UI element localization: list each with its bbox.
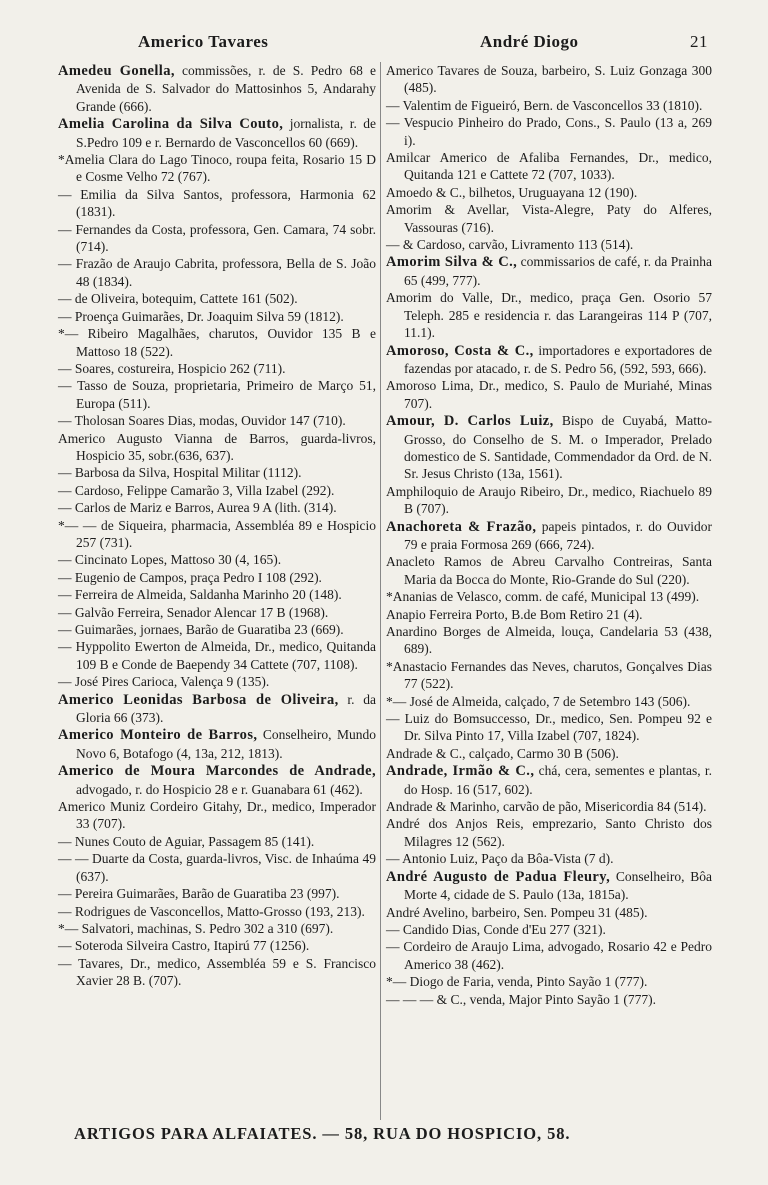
entry-text: André Avelino, barbeiro, Sen. Pompeu 31 (485). — [386, 904, 648, 920]
entry-text: Amoedo & C., bilhetos, Uruguayana 12 (190). — [386, 184, 638, 200]
directory-entry — [58, 726, 376, 762]
directory-entry — [386, 289, 712, 341]
entry-text: Andrade & C., calçado, Carmo 30 B (506). — [386, 745, 619, 761]
directory-entry — [58, 920, 376, 937]
entry-name: Americo Monteiro de Barros, — [58, 727, 258, 744]
entry-text: Amorim do Valle, Dr., medico, praça Gen. Osorio 57 Teleph. 285 e residencia r. das Larangeiras 114 P (707, 11.1). — [386, 290, 712, 341]
directory-entry — [386, 658, 712, 693]
entry-text: — Vespucio Pinheiro do Prado, Cons., S. Paulo (13 a, 269 i). — [386, 115, 712, 148]
entry-text: Anacleto Ramos de Abreu Carvalho Contreiras, Santa Maria da Bocca do Monte, Rio-Grande do Sul (220). — [386, 554, 712, 587]
entry-text: — Tavares, Dr., medico, Assembléa 59 e S. Francisco Xavier 28 B. (707). — [58, 955, 376, 989]
entry-text: Americo Muniz Cordeiro Gitahy, Dr., medico, Imperador 33 (707). — [58, 799, 376, 832]
directory-entry — [58, 308, 376, 325]
entry-text: — Ferreira de Almeida, Saldanha Marinho 20 (148). — [58, 587, 342, 603]
entry-text: — Valentim de Figueiró, Bern. de Vasconcellos 33 (1810). — [386, 97, 703, 113]
directory-entry — [386, 815, 712, 850]
directory-entry — [58, 798, 376, 833]
entry-text: Amoroso Lima, Dr., medico, S. Paulo de Muriahé, Minas 707). — [386, 378, 712, 411]
directory-entry — [386, 97, 712, 114]
entry-text: — Candido Dias, Conde d'Eu 277 (321). — [386, 921, 606, 937]
entry-text: — Eugenio de Campos, praça Pedro I 108 (292). — [58, 569, 322, 585]
directory-entry — [58, 850, 376, 885]
advertisement-footer: ARTIGOS PARA ALFAIATES. — 58, RUA DO HOSPICIO, 58. — [74, 1124, 571, 1143]
running-head-left: Americo Tavares — [138, 32, 269, 51]
directory-entry — [58, 885, 376, 902]
directory-entry — [58, 464, 376, 481]
directory-entry — [386, 184, 712, 201]
entry-text: — Barbosa da Silva, Hospital Militar (1112). — [58, 465, 302, 481]
directory-entry — [58, 62, 376, 115]
entry-name: Americo Leonidas Barbosa de Oliveira, — [58, 691, 339, 708]
directory-entry — [58, 903, 376, 920]
left-column — [58, 62, 376, 990]
directory-entry — [58, 430, 376, 465]
right-column — [386, 62, 712, 1008]
entry-text: Amilcar Americo de Afaliba Fernandes, Dr., medico, Quitanda 121 e Cattete 72 (707, 1033). — [386, 150, 712, 183]
entry-text: — Guimarães, jornaes, Barão de Guaratiba 23 (669). — [58, 622, 344, 637]
entry-text: — & Cardoso, carvão, Livramento 113 (514). — [386, 237, 634, 253]
entry-text: André dos Anjos Reis, emprezario, Santo Christo dos Milagres 12 (562). — [386, 816, 712, 849]
entry-name: Amour, D. Carlos Luiz, — [386, 413, 554, 430]
entry-text: importadores e exportadores de fazendas por atacado, r. de S. Pedro 56, (592, 593, 666). — [404, 342, 712, 376]
directory-entry — [386, 762, 712, 798]
entry-text: — Cordeiro de Araujo Lima, advogado, Rosario 42 e Pedro Americo 38 (462). — [386, 939, 712, 972]
directory-entry — [58, 621, 376, 638]
directory-entry — [58, 360, 376, 377]
entry-text: — Luiz do Bomsuccesso, Dr., medico, Sen. Pompeu 92 e Dr. Silva Pinto 17, Villa Izabel (707, 1824). — [386, 711, 712, 744]
directory-entry — [386, 62, 712, 97]
directory-entry — [386, 412, 712, 483]
directory-entry — [58, 325, 376, 360]
directory-entry — [386, 623, 712, 658]
directory-entry — [386, 693, 712, 710]
directory-entry — [386, 483, 712, 518]
directory-entry — [58, 673, 376, 690]
directory-entry — [386, 518, 712, 554]
directory-entry — [386, 588, 712, 605]
directory-entry — [58, 482, 376, 499]
directory-entry — [386, 921, 712, 938]
entry-name: Amoroso, Costa & C., — [386, 342, 534, 359]
directory-entry — [58, 290, 376, 307]
entry-text: — Frazão de Araujo Cabrita, professora, Bella de S. João 48 (1834). — [58, 256, 376, 289]
entry-text: commissarios de café, r. da Prainha 65 (499, 777). — [404, 254, 712, 288]
entry-text: — Pereira Guimarães, Barão de Guaratiba 23 (997). — [58, 886, 340, 902]
entry-text: *Ananias de Velasco, comm. de café, Municipal 13 (499). — [386, 589, 700, 605]
directory-entry — [58, 186, 376, 221]
entry-text: Americo Augusto Vianna de Barros, guarda-livros, Hospicio 35, sobr.(636, 637). — [58, 430, 376, 463]
entry-text: advogado, r. do Hospicio 28 e r. Guanabara 61 (462). — [76, 781, 363, 797]
entry-text: — Emilia da Silva Santos, professora, Harmonia 62 (1831). — [58, 186, 376, 220]
directory-entry — [386, 745, 712, 762]
directory-entry — [58, 955, 376, 990]
entry-text: — Tholosan Soares Dias, modas, Ouvidor 147 (710). — [58, 413, 346, 429]
entry-name: André Augusto de Padua Fleury, — [386, 868, 611, 885]
directory-entry — [58, 762, 376, 798]
directory-entry — [386, 553, 712, 588]
directory-entry — [386, 342, 712, 378]
directory-entry — [58, 517, 376, 552]
directory-entry — [386, 606, 712, 623]
entry-text: *— José de Almeida, calçado, 7 de Setembro 143 (506). — [386, 693, 691, 709]
directory-entry — [58, 638, 376, 673]
directory-entry — [386, 253, 712, 289]
entry-text: — Soteroda Silveira Castro, Itapirú 77 (1256). — [58, 938, 310, 954]
directory-entry — [58, 499, 376, 516]
entry-text: — José Pires Carioca, Valença 9 (135). — [58, 674, 270, 690]
entry-text: *— Ribeiro Magalhães, charutos, Ouvidor 135 B e Mattoso 18 (522). — [58, 326, 376, 359]
entry-name: Americo de Moura Marcondes de Andrade, — [58, 763, 376, 780]
entry-name: Andrade, Irmão & C., — [386, 763, 535, 780]
directory-entry — [386, 991, 712, 1008]
entry-text: — Nunes Couto de Aguiar, Passagem 85 (141). — [58, 833, 315, 849]
entry-name: Amorim Silva & C., — [386, 254, 518, 271]
entry-text: — Proença Guimarães, Dr. Joaquim Silva 59 (1812). — [58, 308, 344, 324]
entry-text: — Antonio Luiz, Paço da Bôa-Vista (7 d). — [386, 851, 614, 867]
directory-entry — [386, 904, 712, 921]
directory-entry — [386, 114, 712, 149]
entry-text: — de Oliveira, botequim, Cattete 161 (502). — [58, 291, 298, 307]
entry-text: papeis pintados, r. do Ouvidor 79 e praia Formosa 269 (666, 724). — [404, 518, 712, 552]
directory-entry — [386, 938, 712, 973]
entry-text: r. da Gloria 66 (373). — [76, 691, 376, 726]
entry-text: *— Salvatori, machinas, S. Pedro 302 a 310 (697). — [58, 920, 334, 936]
entry-text: — Galvão Ferreira, Senador Alencar 17 B (1968). — [58, 604, 329, 620]
directory-entry — [58, 151, 376, 186]
entry-text: Amphiloquio de Araujo Ribeiro, Dr., medico, Riachuelo 89 B (707). — [386, 483, 712, 517]
entry-text: — Fernandes da Costa, professora, Gen. Camara, 74 sobr. (714). — [58, 221, 376, 255]
directory-entry — [58, 115, 376, 151]
directory-entry — [386, 149, 712, 184]
directory-entry — [58, 937, 376, 954]
entry-text: — Cardoso, Felippe Camarão 3, Villa Izabel (292). — [58, 482, 335, 498]
entry-text: — Carlos de Mariz e Barros, Aurea 9 A (lith. (314). — [58, 500, 337, 516]
directory-entry — [58, 377, 376, 412]
entry-text: Conselheiro, Bôa Morte 4, cidade de S. Paulo (13a, 1815a). — [404, 868, 712, 903]
directory-entry — [386, 236, 712, 253]
entry-text: Americo Tavares de Souza, barbeiro, S. Luiz Gonzaga 300 (485). — [386, 63, 712, 96]
running-head-center: André Diogo — [480, 32, 579, 51]
entry-text: *Amelia Clara do Lago Tinoco, roupa feita, Rosario 15 D e Cosme Velho 72 (767). — [58, 152, 376, 185]
directory-entry — [386, 850, 712, 867]
entry-text: — Hyppolito Ewerton de Almeida, Dr., medico, Quitanda 109 B e Conde de Baependy 34 Cattete (707, 1108). — [58, 639, 376, 672]
entry-text: Andrade & Marinho, carvão de pão, Misericordia 84 (514). — [386, 799, 707, 815]
directory-entry — [386, 710, 712, 745]
entry-text: *— Diogo de Faria, venda, Pinto Sayão 1 (777). — [386, 974, 648, 990]
directory-entry — [58, 833, 376, 850]
directory-entry — [58, 569, 376, 586]
directory-entry — [58, 551, 376, 568]
entry-name: Amedeu Gonella, — [58, 63, 175, 79]
entry-text: Conselheiro, Mundo Novo 6, Botafogo (4, 13a, 212, 1813). — [76, 727, 376, 761]
directory-entry — [58, 604, 376, 621]
directory-entry — [386, 201, 712, 236]
entry-text: — — — & C., venda, Major Pinto Sayão 1 (777). — [386, 991, 656, 1007]
column-divider — [380, 62, 381, 1120]
entry-text: *Anastacio Fernandes das Neves, charutos, Gonçalves Dias 77 (522). — [386, 658, 712, 692]
entry-text: Bispo de Cuyabá, Matto-Grosso, do Conselho de S. M. o Imperador, Prelado domestico de S. Santidade, Commendador da Ord. de N. Sr. Jesus Christo (13a, 1561). — [404, 413, 712, 482]
directory-entry — [386, 377, 712, 412]
entry-text: commissões, r. de S. Pedro 68 e Avenida de S. Salvador do Mattosinhos 5, Andarahy Grande (666). — [76, 63, 376, 114]
entry-text: *— — de Siqueira, pharmacia, Assembléa 89 e Hospicio 257 (731). — [58, 517, 376, 550]
directory-entry — [58, 586, 376, 603]
entry-name: Anachoreta & Frazão, — [386, 518, 537, 535]
entry-name: Amelia Carolina da Silva Couto, — [58, 116, 284, 133]
directory-entry — [386, 798, 712, 815]
directory-entry — [58, 691, 376, 727]
directory-entry — [58, 255, 376, 290]
entry-text: Anardino Borges de Almeida, louça, Candelaria 53 (438, 689). — [386, 624, 712, 657]
entry-text: jornalista, r. de S.Pedro 109 e r. Bernardo de Vasconcellos 60 (669). — [76, 116, 376, 150]
page-number: 21 — [690, 32, 708, 51]
entry-text: — Tasso de Souza, proprietaria, Primeiro de Março 51, Europa (511). — [58, 378, 376, 411]
directory-entry — [386, 973, 712, 990]
entry-text: chá, cera, sementes e plantas, r. do Hosp. 16 (517, 602). — [404, 763, 712, 797]
entry-text: — Cincinato Lopes, Mattoso 30 (4, 165). — [58, 552, 282, 568]
entry-text: — Soares, costureira, Hospicio 262 (711). — [58, 360, 286, 376]
directory-entry — [58, 221, 376, 256]
directory-entry — [386, 868, 712, 904]
entry-text: — — Duarte da Costa, guarda-livros, Visc. de Inhaúma 49 (637). — [58, 851, 376, 884]
entry-text: Anapio Ferreira Porto, B.de Bom Retiro 21 (4). — [386, 606, 643, 622]
entry-text: — Rodrigues de Vasconcellos, Matto-Grosso (193, 213). — [58, 903, 365, 919]
directory-entry — [58, 412, 376, 429]
entry-text: Amorim & Avellar, Vista-Alegre, Paty do Alferes, Vassouras (716). — [386, 202, 712, 235]
